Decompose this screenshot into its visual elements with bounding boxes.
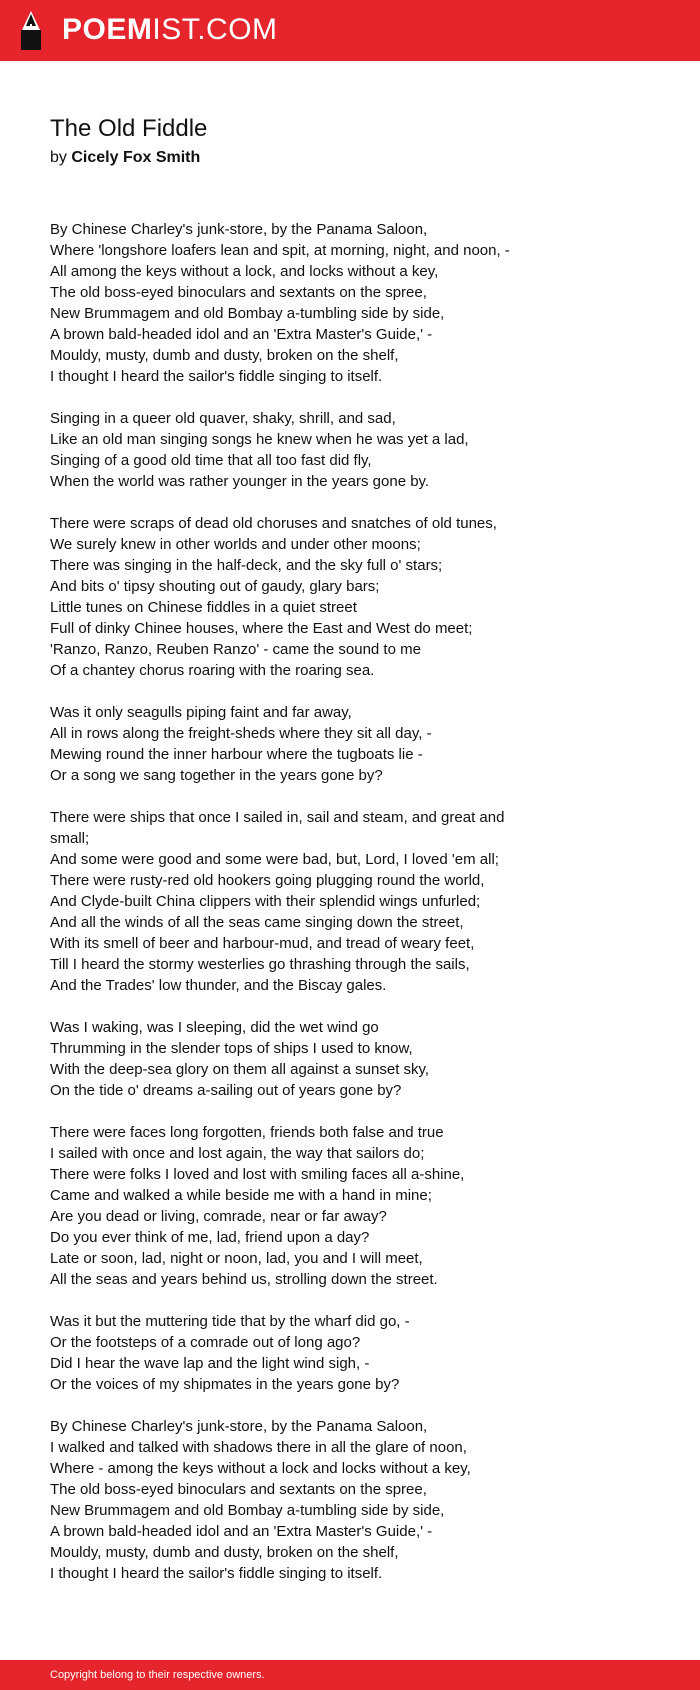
poem-line: Of a chantey chorus roaring with the roaring sea. [50, 662, 375, 679]
poem-line: Till I heard the stormy westerlies go thrashing through the sails, [50, 956, 470, 973]
footer-copyright: Copyright belong to their respective owners. [50, 1669, 265, 1681]
poem-line: Are you dead or living, comrade, near or far away? [50, 1208, 387, 1225]
poem-line: There were faces long forgotten, friends both false and true [50, 1124, 444, 1141]
poem-line: Singing of a good old time that all too fast did fly, [50, 452, 372, 469]
poem-line: There were ships that once I sailed in, sail and steam, and great and small; [50, 809, 505, 847]
poem-line: On the tide o' dreams a-sailing out of years gone by? [50, 1082, 402, 1099]
poem-stanza [50, 513, 540, 681]
poem-line: Was I waking, was I sleeping, did the wet wind go [50, 1019, 379, 1036]
poem-line: 'Ranzo, Ranzo, Reuben Ranzo' - came the sound to me [50, 641, 421, 658]
poem-line: Or the voices of my shipmates in the years gone by? [50, 1376, 400, 1393]
poem-line: And some were good and some were bad, but, Lord, I loved 'em all; [50, 851, 499, 868]
poem-line: Was it but the muttering tide that by the wharf did go, - [50, 1313, 410, 1330]
poem-line: New Brummagem and old Bombay a-tumbling side by side, [50, 1502, 445, 1519]
site-footer [0, 1660, 700, 1690]
poem-line: And bits o' tipsy shouting out of gaudy, glary bars; [50, 578, 380, 595]
poem-line: A brown bald-headed idol and an 'Extra Master's Guide,' - [50, 1523, 433, 1540]
poem-line: Little tunes on Chinese fiddles in a quiet street [50, 599, 357, 616]
poem-line: All in rows along the freight-sheds where they sit all day, - [50, 725, 432, 742]
poem-line: I sailed with once and lost again, the way that sailors do; [50, 1145, 425, 1162]
by-label: by [50, 149, 67, 166]
poem-line: When the world was rather younger in the years gone by. [50, 473, 430, 490]
poem-line: Late or soon, lad, night or noon, lad, you and I will meet, [50, 1250, 423, 1267]
poem-line: Full of dinky Chinee houses, where the East and West do meet; [50, 620, 473, 637]
poem-line: All the seas and years behind us, strolling down the street. [50, 1271, 438, 1288]
pen-nib-icon[interactable] [18, 10, 44, 52]
poem-line: By Chinese Charley's junk-store, by the Panama Saloon, [50, 221, 428, 238]
poem-line: The old boss-eyed binoculars and sextants on the spree, [50, 284, 427, 301]
poem-line: New Brummagem and old Bombay a-tumbling side by side, [50, 305, 445, 322]
poem-stanza [50, 807, 540, 996]
poem-line: Or the footsteps of a comrade out of long ago? [50, 1334, 361, 1351]
poem-line: A brown bald-headed idol and an 'Extra Master's Guide,' - [50, 326, 433, 343]
poem-line: Was it only seagulls piping faint and far away, [50, 704, 352, 721]
poem-stanza [50, 1122, 540, 1290]
poem-line: I thought I heard the sailor's fiddle singing to itself. [50, 1565, 383, 1582]
poem-line: Mewing round the inner harbour where the tugboats lie - [50, 746, 423, 763]
poem-line: Thrumming in the slender tops of ships I used to know, [50, 1040, 413, 1057]
poem-line: There was singing in the half-deck, and the sky full o' stars; [50, 557, 443, 574]
poem-line: The old boss-eyed binoculars and sextants on the spree, [50, 1481, 427, 1498]
poem-line: And Clyde-built China clippers with their splendid wings unfurled; [50, 893, 481, 910]
poem-stanza [50, 219, 540, 387]
site-header [0, 0, 700, 61]
poem-line: There were rusty-red old hookers going plugging round the world, [50, 872, 485, 889]
poem-line: Mouldy, musty, dumb and dusty, broken on the shelf, [50, 347, 399, 364]
poem-line: And the Trades' low thunder, and the Biscay gales. [50, 977, 387, 994]
poem-line: Where 'longshore loafers lean and spit, at morning, night, and noon, - [50, 242, 510, 259]
poem-stanza [50, 1416, 540, 1584]
poem-line: With its smell of beer and harbour-mud, and tread of weary feet, [50, 935, 475, 952]
poem-byline [50, 147, 200, 169]
poem-line: There were folks I loved and lost with smiling faces all a-shine, [50, 1166, 465, 1183]
poem-line: We surely knew in other worlds and under other moons; [50, 536, 421, 553]
poem-stanza [50, 1311, 540, 1395]
poem-stanza [50, 702, 540, 786]
poem-line: Came and walked a while beside me with a hand in mine; [50, 1187, 432, 1204]
poem-body [50, 219, 540, 1605]
poem-line: With the deep-sea glory on them all against a sunset sky, [50, 1061, 430, 1078]
poem-line: All among the keys without a lock, and locks without a key, [50, 263, 439, 280]
site-logo[interactable] [62, 12, 278, 48]
poem-line: Where - among the keys without a lock and locks without a key, [50, 1460, 471, 1477]
poem-stanza [50, 408, 540, 492]
logo-bold-text: POEM [62, 13, 153, 46]
poem-line: Or a song we sang together in the years gone by? [50, 767, 383, 784]
poem-line: And all the winds of all the seas came singing down the street, [50, 914, 464, 931]
poem-line: Like an old man singing songs he knew when he was yet a lad, [50, 431, 469, 448]
poem-title: The Old Fiddle [50, 115, 208, 142]
poem-line: By Chinese Charley's junk-store, by the Panama Saloon, [50, 1418, 428, 1435]
poem-line: I walked and talked with shadows there in all the glare of noon, [50, 1439, 467, 1456]
poem-line: Mouldy, musty, dumb and dusty, broken on the shelf, [50, 1544, 399, 1561]
poem-line: Did I hear the wave lap and the light wind sigh, - [50, 1355, 370, 1372]
logo-rest-text: IST.COM [152, 13, 278, 46]
poem-line: Singing in a queer old quaver, shaky, shrill, and sad, [50, 410, 396, 427]
poem-line: Do you ever think of me, lad, friend upon a day? [50, 1229, 370, 1246]
poem-line: There were scraps of dead old choruses and snatches of old tunes, [50, 515, 497, 532]
poem-line: I thought I heard the sailor's fiddle singing to itself. [50, 368, 383, 385]
poem-stanza [50, 1017, 540, 1101]
poem-author: Cicely Fox Smith [71, 149, 201, 166]
